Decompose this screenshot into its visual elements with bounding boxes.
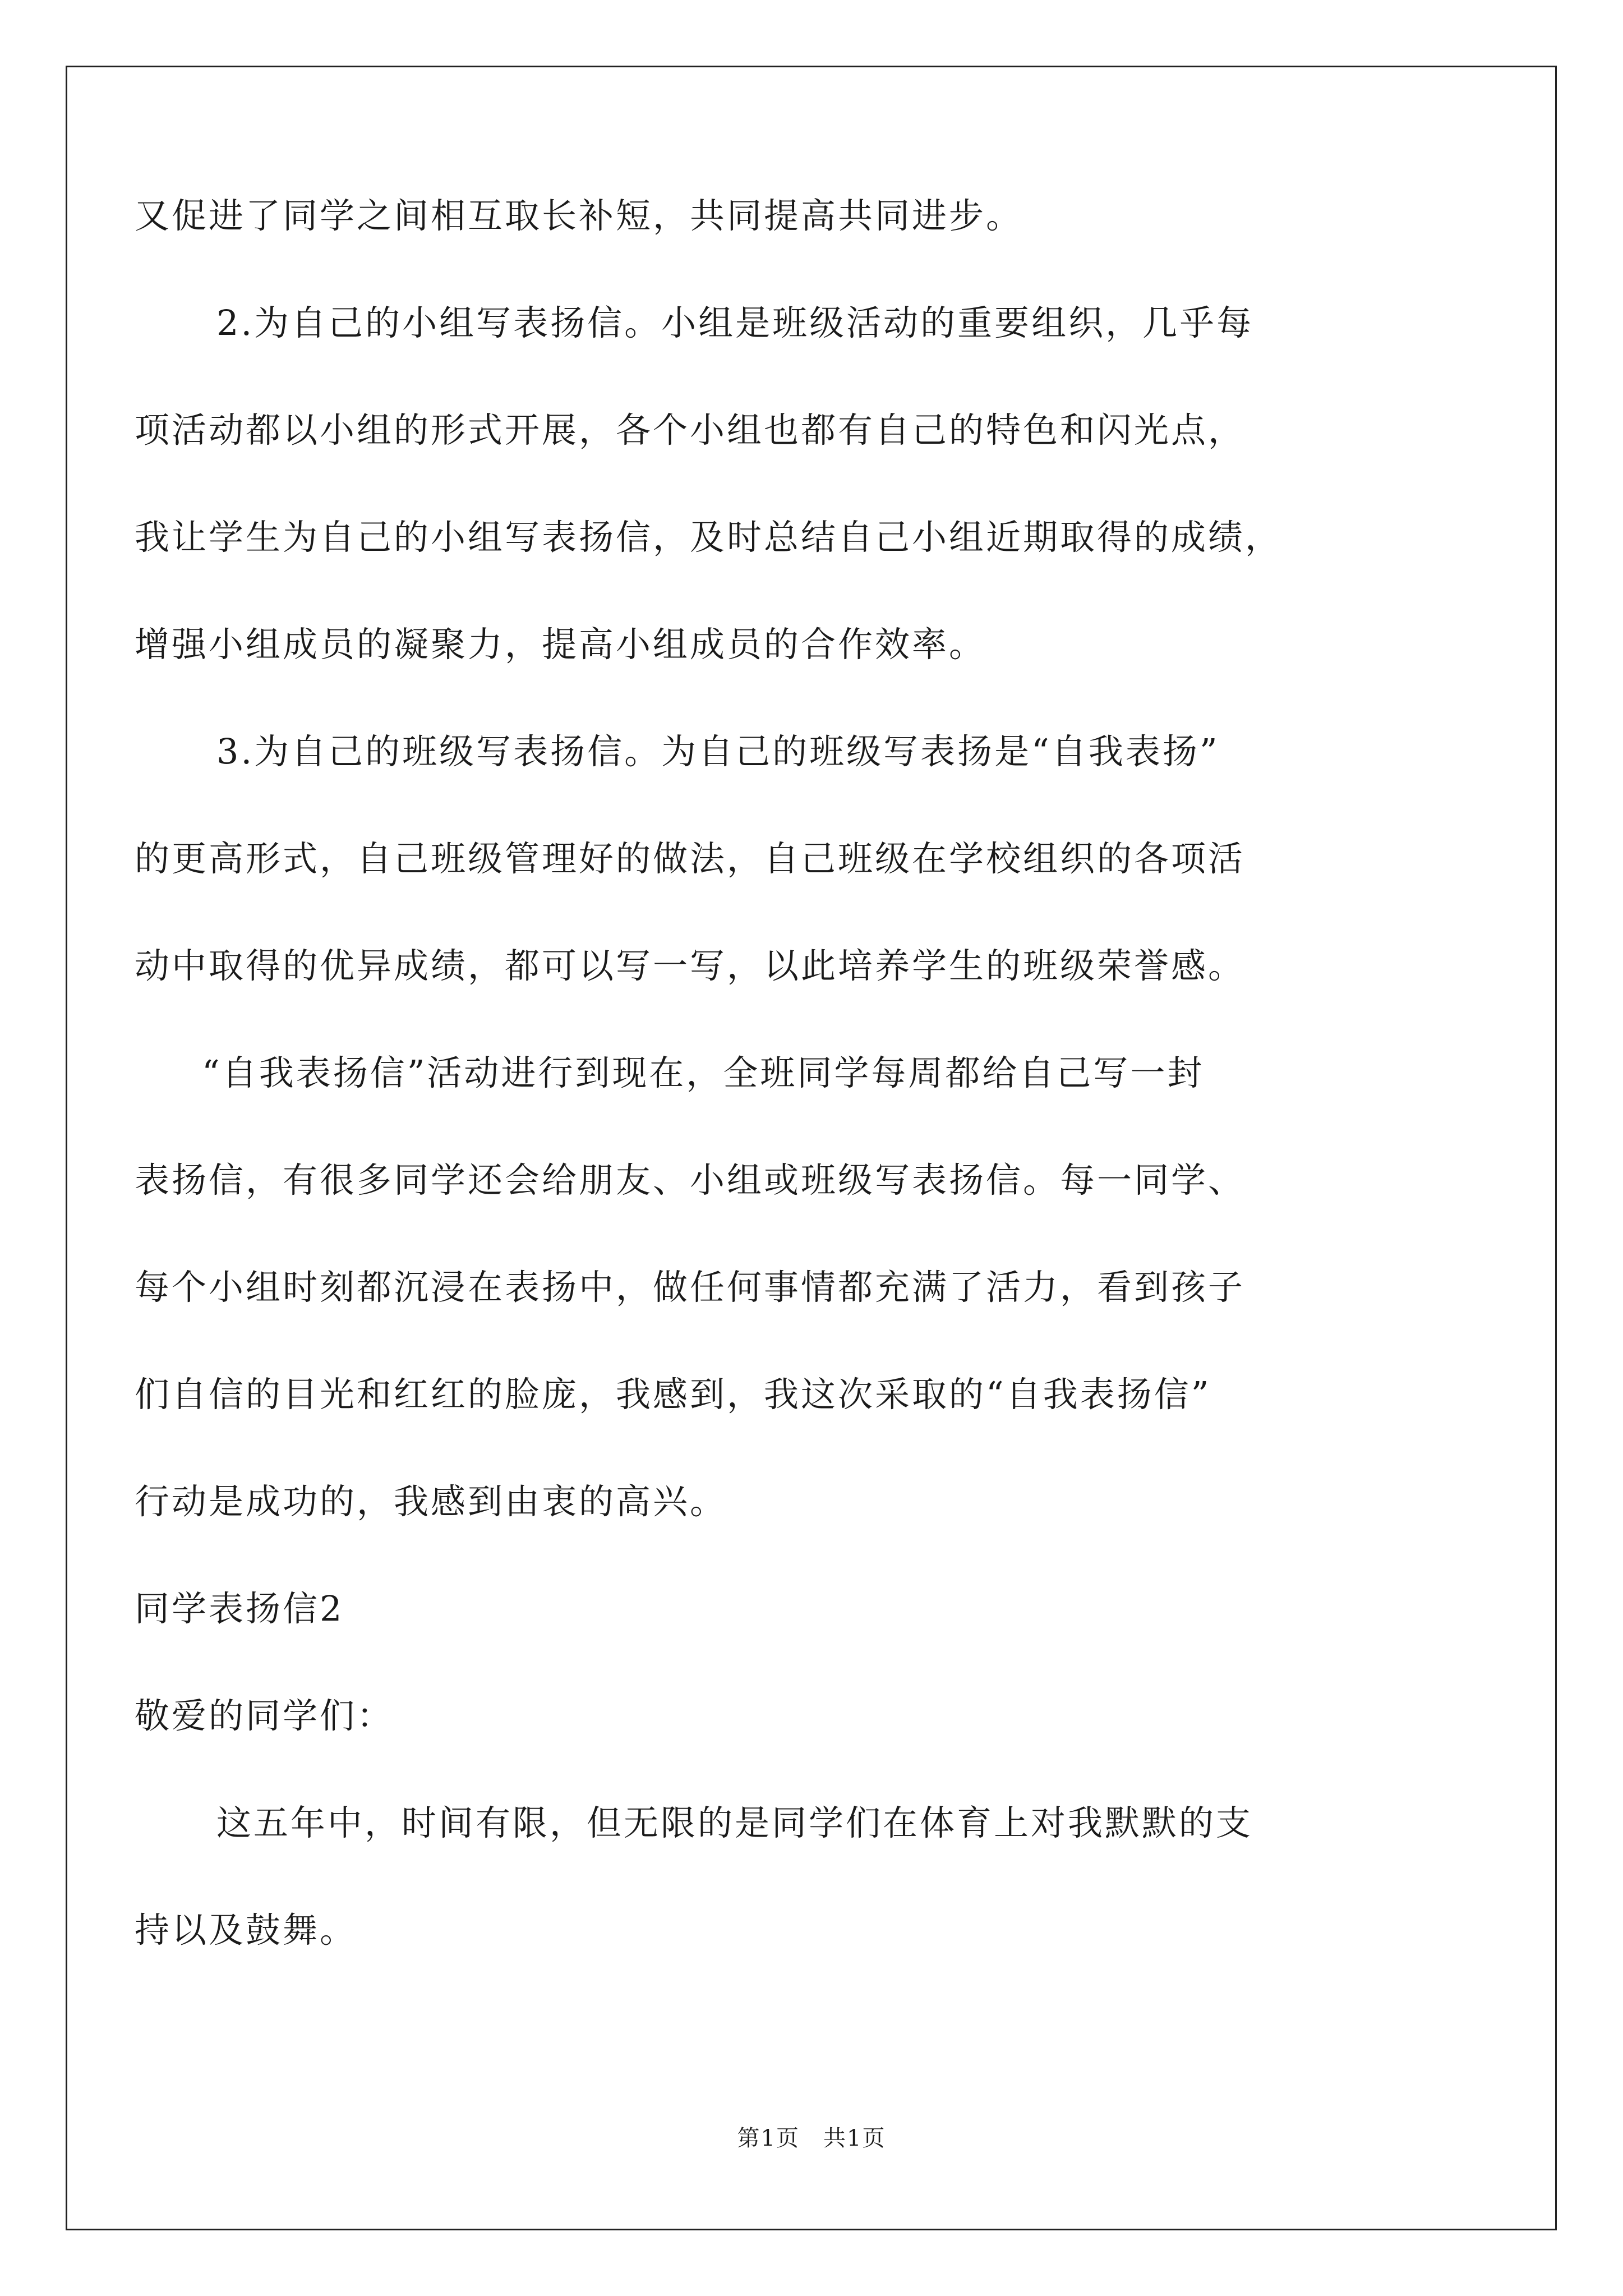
text-line: 行动是成功的，我感到由衷的高兴。 — [135, 1481, 727, 1522]
section-title: 同学表扬信2 — [135, 1588, 344, 1629]
paragraph-summary-start: “自我表扬信”活动进行到现在，全班同学每周都给自己写一封 — [202, 1052, 1205, 1093]
text-line: 项活动都以小组的形式开展，各个小组也都有自己的特色和闪光点， — [135, 409, 1246, 450]
text-line: 的更高形式，自己班级管理好的做法，自己班级在学校组织的各项活 — [135, 838, 1246, 879]
text-line: 又促进了同学之间相互取长补短，共同提高共同进步。 — [135, 195, 1023, 236]
text-line: 每个小组时刻都沉浸在表扬中，做任何事情都充满了活力，看到孩子 — [135, 1267, 1246, 1308]
text-line: 们自信的目光和红红的脸庞，我感到，我这次采取的“自我表扬信” — [135, 1374, 1211, 1415]
text-line: 动中取得的优异成绩，都可以写一写，以此培养学生的班级荣誉感。 — [135, 945, 1246, 986]
text-line: 表扬信，有很多同学还会给朋友、小组或班级写表扬信。每一同学、 — [135, 1159, 1246, 1200]
text-line: 我让学生为自己的小组写表扬信，及时总结自己小组近期取得的成绩， — [135, 517, 1283, 558]
salutation: 敬爱的同学们： — [135, 1695, 394, 1736]
letter-paragraph-start: 这五年中，时间有限，但无限的是同学们在体育上对我默默的支 — [216, 1802, 1253, 1843]
text-line: 持以及鼓舞。 — [135, 1910, 357, 1950]
page-number: 第1页 共1页 — [737, 2125, 886, 2151]
text-line: 增强小组成员的凝聚力，提高小组成员的合作效率。 — [135, 624, 986, 665]
paragraph-3-start: 3.为自己的班级写表扬信。为自己的班级写表扬是“自我表扬” — [216, 731, 1220, 772]
paragraph-2-start: 2.为自己的小组写表扬信。小组是班级活动的重要组织，几乎每 — [216, 302, 1254, 343]
